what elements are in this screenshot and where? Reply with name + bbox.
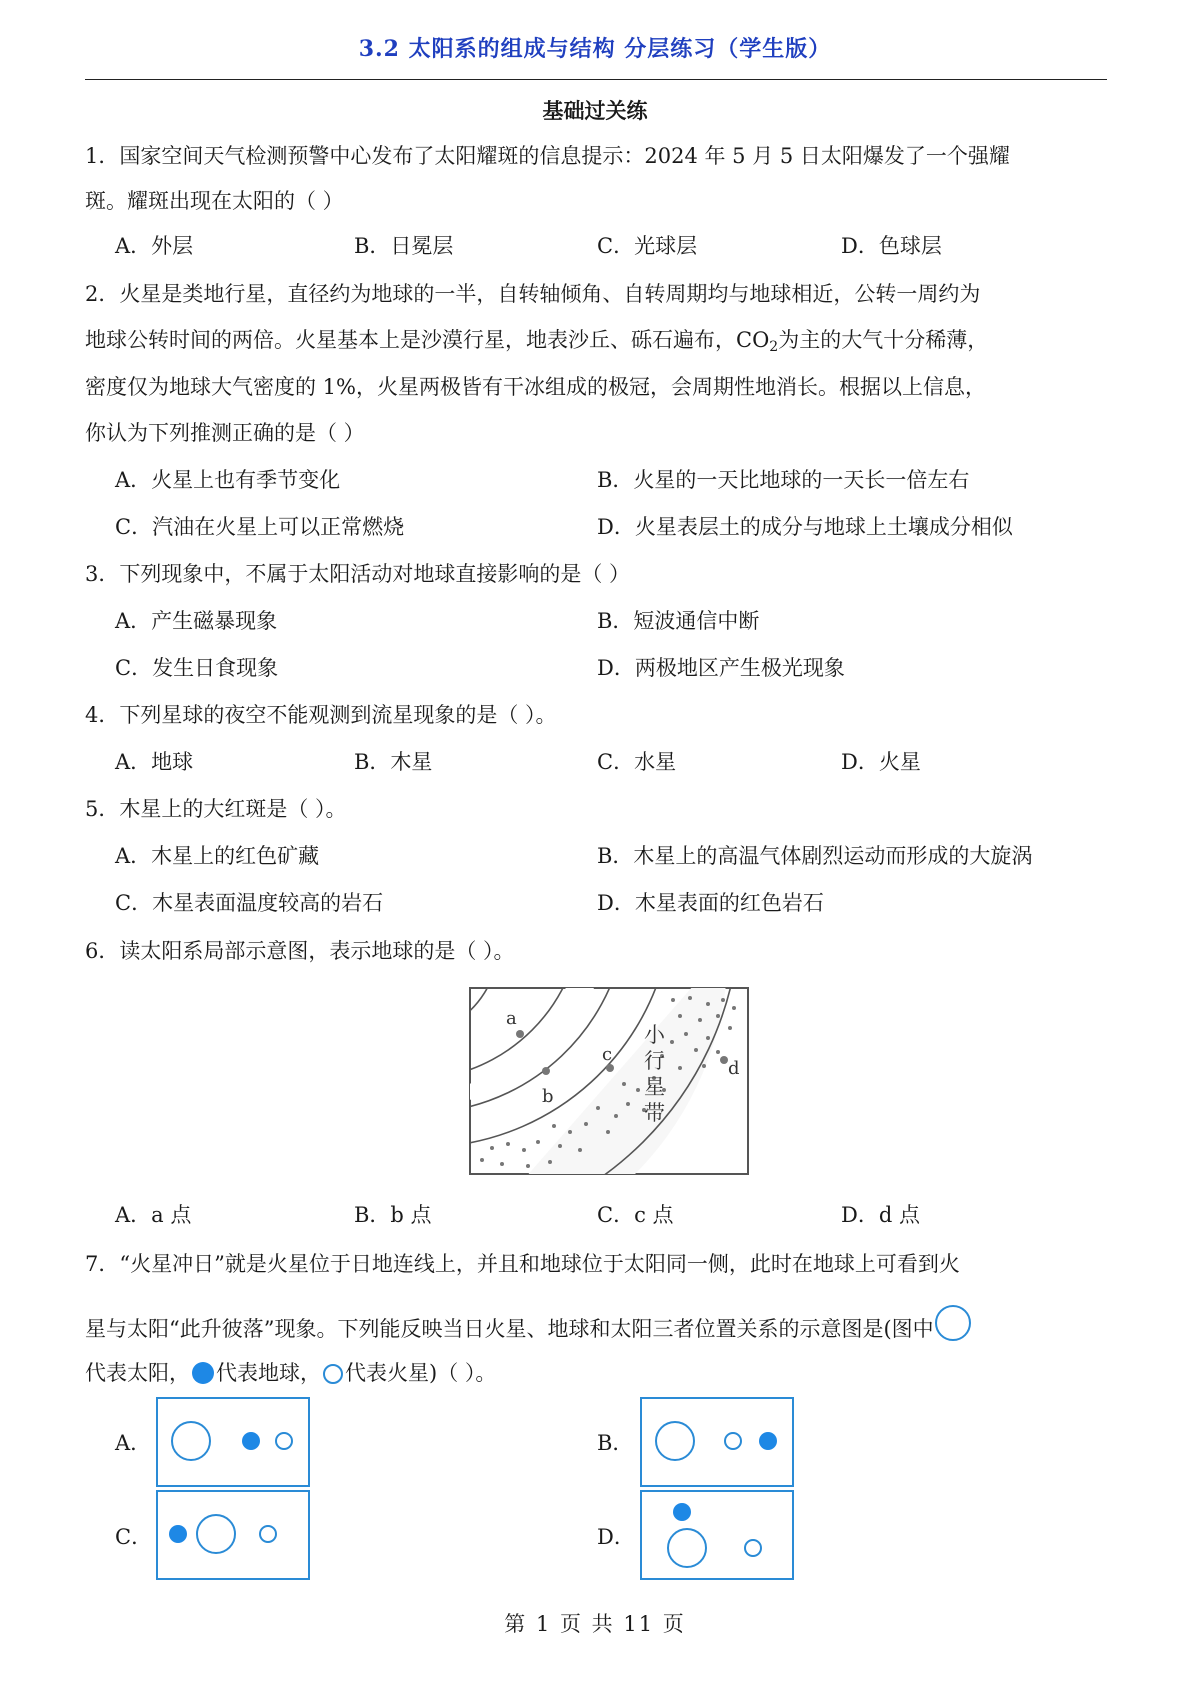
q1-option-d[interactable]: D．色球层 — [841, 234, 942, 258]
q2-stem-line3: 密度仅为地球大气密度的 1%，火星两极皆有干冰组成的极冠，会周期性地消长。根据以上信息， — [85, 375, 986, 399]
sun-icon — [668, 1529, 706, 1567]
q6-option-a[interactable]: A．a 点 — [115, 1203, 192, 1227]
earth-legend-icon — [190, 1360, 216, 1386]
q6-option-b[interactable]: B．b 点 — [354, 1203, 432, 1227]
planet-point-a — [516, 1030, 524, 1038]
q7-legend-mars-text: 代表火星)（ ）。 — [345, 1361, 497, 1385]
q5-option-c[interactable]: C．木星表面温度较高的岩石 — [115, 891, 384, 915]
q3-stem: 3．下列现象中，不属于太阳活动对地球直接影响的是（ ） — [85, 562, 631, 586]
label-c: c — [602, 1044, 613, 1065]
q7-option-a-label[interactable]: A． — [115, 1431, 152, 1455]
earth-icon — [242, 1432, 260, 1450]
page-footer: 第 1 页 共 11 页 — [504, 1612, 686, 1636]
q1-option-a[interactable]: A．外层 — [115, 234, 194, 258]
q2-option-d[interactable]: D．火星表层土的成分与地球上土壤成分相似 — [597, 515, 1013, 539]
q7-legend-sun-text: 代表太阳， — [85, 1361, 190, 1385]
mars-icon — [276, 1433, 292, 1449]
q4-option-b[interactable]: B．木星 — [354, 750, 433, 774]
q1-stem-line2: 斑。耀斑出现在太阳的（ ） — [85, 189, 344, 213]
q4-option-c[interactable]: C．水星 — [597, 750, 677, 774]
q2-option-c[interactable]: C．汽油在火星上可以正常燃烧 — [115, 515, 405, 539]
q2-stem-line1: 2．火星是类地行星，直径约为地球的一半，自转轴倾角、自转周期均与地球相近，公转一周约为 — [85, 282, 981, 306]
q1-option-b[interactable]: B．日冕层 — [354, 234, 454, 258]
label-a: a — [506, 1008, 517, 1029]
q7-option-b-label[interactable]: B． — [597, 1431, 634, 1455]
q7-legend-earth-text: 代表地球， — [216, 1361, 321, 1385]
q7-option-d-diagram[interactable] — [640, 1490, 794, 1580]
q5-option-b[interactable]: B．木星上的高温气体剧烈运动而形成的大旋涡 — [597, 844, 1033, 868]
sun-legend-icon — [934, 1304, 972, 1342]
q2-option-a[interactable]: A．火星上也有季节变化 — [115, 468, 341, 492]
mars-icon — [725, 1433, 741, 1449]
q4-stem: 4．下列星球的夜空不能观测到流星现象的是（ ）。 — [85, 703, 557, 727]
planet-point-c — [606, 1064, 614, 1072]
belt-char-3: 星 — [644, 1075, 665, 1099]
sun-icon — [172, 1422, 210, 1460]
q1-stem-line1: 1．国家空间天气检测预警中心发布了太阳耀斑的信息提示：2024 年 5 月 5 日太阳爆发了一个强耀 — [85, 144, 1010, 168]
solar-system-diagram — [468, 986, 752, 1179]
co2-subscript: 2 — [769, 339, 779, 355]
label-b: b — [542, 1086, 554, 1107]
q5-option-d[interactable]: D．木星表面的红色岩石 — [597, 891, 824, 915]
earth-icon — [673, 1503, 691, 1521]
q3-option-b[interactable]: B．短波通信中断 — [597, 609, 760, 633]
belt-char-4: 带 — [644, 1101, 665, 1125]
earth-icon — [169, 1525, 187, 1543]
mars-icon — [260, 1526, 276, 1542]
sun-icon — [656, 1422, 694, 1460]
q3-option-d[interactable]: D．两极地区产生极光现象 — [597, 656, 845, 680]
earth-icon — [759, 1432, 777, 1450]
belt-char-1: 小 — [644, 1023, 665, 1047]
q2-stem-line2 — [85, 325, 1110, 362]
planet-point-b — [542, 1067, 550, 1075]
section-heading: 基础过关练 — [542, 98, 648, 123]
q7-stem-line1: 7．“火星冲日”就是火星位于日地连线上，并且和地球位于太阳同一侧，此时在地球上可看到火 — [85, 1252, 960, 1276]
q7-option-c-label[interactable]: C． — [115, 1525, 153, 1549]
q7-option-c-diagram[interactable] — [156, 1490, 310, 1580]
mars-icon — [745, 1540, 761, 1556]
q7-option-b-diagram[interactable] — [640, 1397, 794, 1487]
sun-icon — [197, 1515, 235, 1553]
q2-option-b[interactable]: B．火星的一天比地球的一天长一倍左右 — [597, 468, 970, 492]
belt-char-2: 行 — [644, 1049, 665, 1073]
q2-stem-line2-part1: 地球公转时间的两倍。火星基本上是沙漠行星，地表沙丘、砾石遍布，CO — [85, 328, 770, 352]
q7-stem-line2 — [85, 1304, 1110, 1344]
planet-point-d — [720, 1056, 728, 1064]
q4-option-a[interactable]: A．地球 — [115, 750, 194, 774]
q6-stem: 6．读太阳系局部示意图，表示地球的是（ ）。 — [85, 939, 515, 963]
q2-stem-line4: 你认为下列推测正确的是（ ） — [85, 421, 365, 445]
q3-option-c[interactable]: C．发生日食现象 — [115, 656, 279, 680]
q6-option-d[interactable]: D．d 点 — [841, 1203, 920, 1227]
q6-option-c[interactable]: C．c 点 — [597, 1203, 674, 1227]
label-d: d — [728, 1058, 740, 1079]
mars-legend-icon — [321, 1362, 345, 1386]
q3-option-a[interactable]: A．产生磁暴现象 — [115, 609, 278, 633]
q7-option-d-label[interactable]: D． — [597, 1525, 635, 1549]
q7-stem-line3 — [85, 1358, 1110, 1388]
q7-stem-line2-text: 星与太阳“此升彼落”现象。下列能反映当日火星、地球和太阳三者位置关系的示意图是(图中 — [85, 1317, 934, 1341]
q5-option-a[interactable]: A．木星上的红色矿藏 — [115, 844, 320, 868]
q2-stem-line2-part2: 为主的大气十分稀薄， — [778, 328, 989, 352]
q4-option-d[interactable]: D．火星 — [841, 750, 921, 774]
q7-option-a-diagram[interactable] — [156, 1397, 310, 1487]
q5-stem: 5．木星上的大红斑是（ ）。 — [85, 797, 347, 821]
q1-option-c[interactable]: C．光球层 — [597, 234, 698, 258]
header-rule — [85, 79, 1107, 80]
page-title: 3.2 太阳系的组成与结构 分层练习（学生版） — [358, 36, 832, 62]
